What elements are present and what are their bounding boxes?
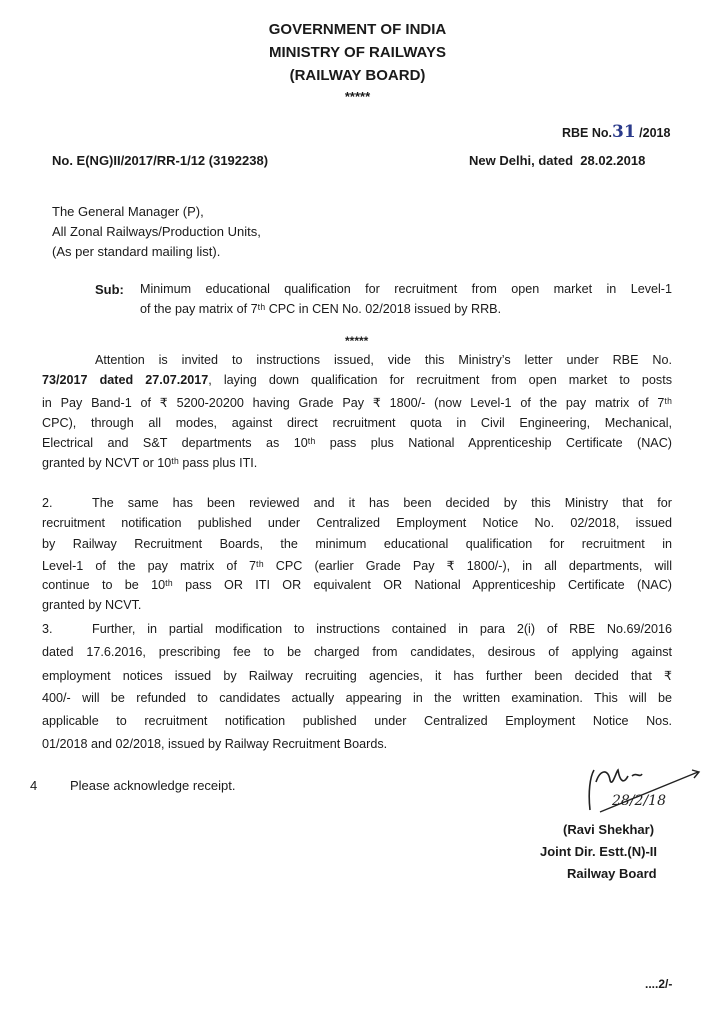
paragraph-text: Further, in partial modification to instructions contained in para 2(i) of RBE No.69/2016 <box>92 622 672 636</box>
paragraph-line <box>42 395 672 410</box>
header-board: (RAILWAY BOARD) <box>289 67 426 84</box>
reference-number: No. E(NG)II/2017/RR-1/12 (3192238) <box>52 153 269 168</box>
paragraph-text: dated 17.6.2016, prescribing fee to be charged from candidates, desirous of applying against <box>42 645 672 659</box>
paragraph-text: 400/- will be refunded to candidates actually appearing in the written examination. This will be <box>42 691 672 705</box>
paragraph-line <box>42 645 672 659</box>
para4-number: 4 <box>30 778 38 793</box>
rbe-handwritten-number: 31 <box>612 122 636 142</box>
signatory-designation: Joint Dir. Estt.(N)-II <box>540 844 657 859</box>
paragraph-line <box>42 496 672 510</box>
paragraph-number: 2. <box>42 496 53 510</box>
paragraph-text: continue to be 10ᵗʰ pass OR ITI OR equivalent OR National Apprenticeship Certificate (NAC) <box>42 578 672 592</box>
addressee-line: The General Manager (P), <box>52 204 204 219</box>
paragraph-text: , laying down qualification for recruitment from open market to posts <box>208 373 673 387</box>
separator-stars: ***** <box>345 334 369 348</box>
paragraph-line <box>42 516 672 530</box>
page-continuation: ....2/- <box>645 977 673 991</box>
paragraph-line <box>42 598 672 612</box>
bold-reference: 73/2017 dated 27.07.2017 <box>42 373 209 387</box>
paragraph-text: 01/2018 and 02/2018, issued by Railway Recruitment Boards. <box>42 737 388 751</box>
subject-label: Sub: <box>95 282 124 297</box>
header-stars: ***** <box>344 89 371 104</box>
paragraph-line <box>42 558 672 573</box>
paragraph-text: by Railway Recruitment Boards, the minimum educational qualification for recruitment in <box>42 537 672 551</box>
addressee-line: All Zonal Railways/Production Units, <box>52 224 261 239</box>
addressee-line: (As per standard mailing list). <box>52 244 221 259</box>
paragraph-text: recruitment notification published under Centralized Employment Notice No. 02/2018, issued <box>42 516 672 530</box>
paragraph-line <box>95 353 672 367</box>
paragraph-line <box>42 714 672 728</box>
paragraph-line <box>42 537 672 551</box>
signature-image <box>580 762 710 822</box>
rbe-number <box>562 122 670 142</box>
paragraph-text: Electrical and S&T departments as 10ᵗʰ pass plus National Apprenticeship Certificate (NAC) <box>42 436 672 450</box>
signature-date: 28/2/18 <box>612 793 666 809</box>
paragraph-text: The same has been reviewed and it has been decided by this Ministry that for <box>92 496 672 510</box>
paragraph-text: granted by NCVT. <box>42 598 142 612</box>
place-date <box>469 153 645 168</box>
rbe-suffix: /2018 <box>635 126 671 140</box>
date: 28.02.2018 <box>580 153 646 168</box>
paragraph-text: in Pay Band-1 of ₹ 5200-20200 having Grade Pay ₹ 1800/- (now Level-1 of the pay matrix of 7ᵗʰ <box>42 396 672 410</box>
subject-line: of the pay matrix of 7ᵗʰ CPC in CEN No. 02/2018 issued by RRB. <box>140 302 502 316</box>
paragraph-line <box>42 416 672 430</box>
paragraph-text: Attention is invited to instructions issued, vide this Ministry’s letter under RBE No. <box>95 353 672 367</box>
para4-text: Please acknowledge receipt. <box>70 778 236 793</box>
paragraph-text: Level-1 of the pay matrix of 7ᵗʰ CPC (earlier Grade Pay ₹ 1800/-), in all departments, will <box>42 559 672 573</box>
paragraph-text: employment notices issued by Railway recruiting agencies, it has further been decided that ₹ <box>42 669 672 683</box>
paragraph-number: 3. <box>42 622 53 636</box>
place-date-label: New Delhi, dated <box>469 153 574 168</box>
paragraph-line <box>42 456 672 470</box>
rbe-prefix: RBE No. <box>562 126 612 140</box>
header-ministry: MINISTRY OF RAILWAYS <box>269 44 446 61</box>
subject-line: Minimum educational qualification for recruitment from open market in Level-1 <box>140 282 672 296</box>
paragraph-line <box>42 578 672 592</box>
paragraph-line <box>42 622 672 636</box>
header-government: GOVERNMENT OF INDIA <box>268 21 447 38</box>
paragraph-text: CPC), through all modes, against direct recruitment quota in Civil Engineering, Mechanical, <box>42 416 672 430</box>
signatory-office: Railway Board <box>567 866 657 881</box>
paragraph-line <box>42 737 672 751</box>
paragraph-line <box>42 691 672 705</box>
signatory-name: (Ravi Shekhar) <box>563 822 655 837</box>
paragraph-line <box>42 436 672 450</box>
paragraph-line <box>42 373 672 387</box>
paragraph-text: granted by NCVT or 10ᵗʰ pass plus ITI. <box>42 456 258 470</box>
paragraph-text: applicable to recruitment notification published under Centralized Employment Notice Nos. <box>42 714 672 728</box>
paragraph-line <box>42 668 672 683</box>
